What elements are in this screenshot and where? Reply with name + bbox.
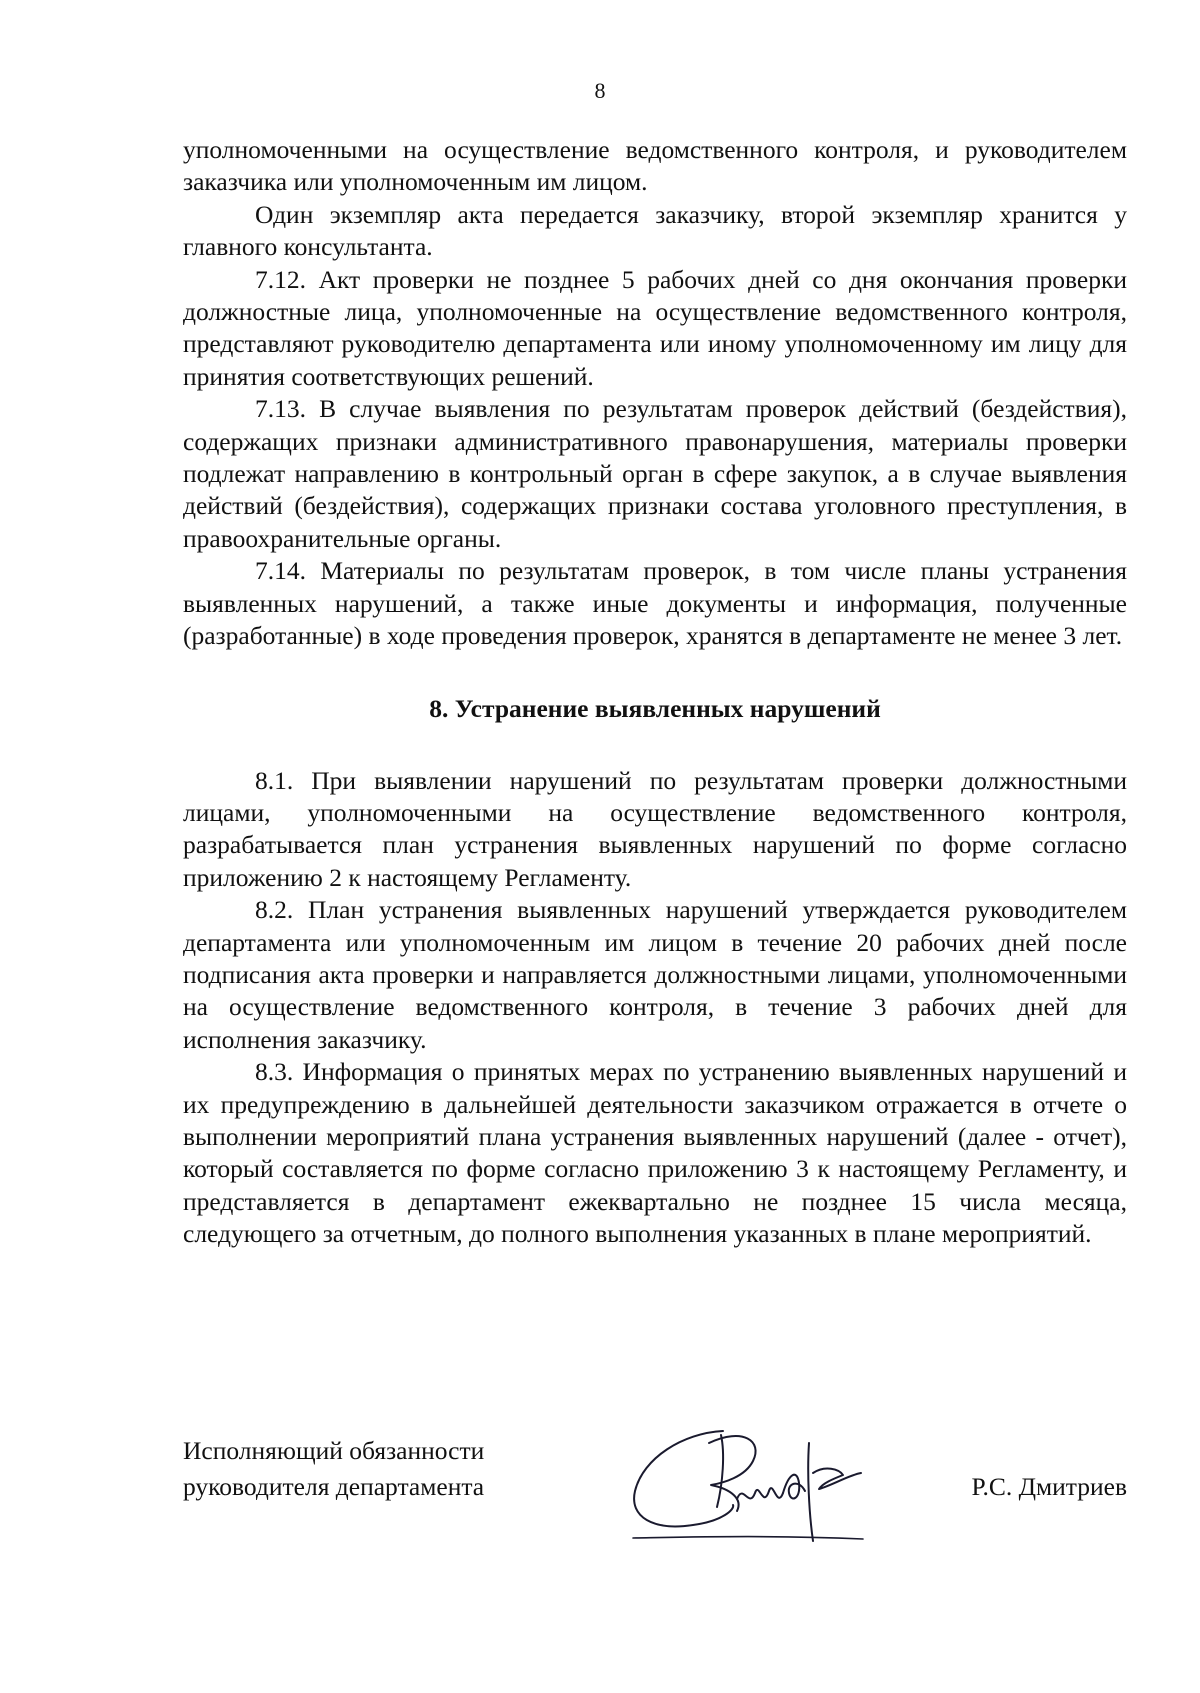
handwritten-signature-icon — [613, 1413, 883, 1558]
signer-position — [183, 1433, 484, 1505]
paragraph-act-copies: Один экземпляр акта передается заказчику, второй экземпляр хранится у главного консультанта. — [183, 199, 1127, 262]
paragraph-8-1: 8.1. При выявлении нарушений по результатам проверки должностными лицами, уполномоченными на осуществление ведомственного контроля, разрабатывается план устранения выявленных нарушений по форме согласно приложению 2 к настоящему Регламенту. — [183, 765, 1127, 892]
signer-position-line-1: Исполняющий обязанности — [183, 1436, 485, 1465]
paragraph-8-2: 8.2. План устранения выявленных нарушений утверждается руководителем департамента или уполномоченным им лицом в течение 20 рабочих дней после подписания акта проверки и направляется должностными лицами, уполномоченными на осуществление ведомственного контроля, в течение 3 рабочих дней для исполнения заказчику. — [183, 895, 1127, 1054]
signature-block — [183, 1433, 1127, 1563]
page-number: 8 — [594, 78, 606, 103]
paragraph-continuation: уполномоченными на осуществление ведомственного контроля, и руководителем заказчика или уполномоченным им лицом. — [183, 135, 1127, 197]
section-heading: 8. Устранение выявленных нарушений — [429, 693, 881, 723]
document-body — [183, 134, 1127, 1251]
paragraph-7-14: 7.14. Материалы по результатам проверок, в том числе планы устранения выявленных нарушений, а также иные документы и информация, полученные (разработанные) в ходе проведения проверок, хранятся в департаменте не менее 3 лет. — [183, 556, 1127, 651]
paragraph-7-13: 7.13. В случае выявления по результатам проверок действий (бездействия), содержащих признаки административного правонарушения, материалы проверки подлежат направлению в контрольный орган в сфере закупок, а в случае выявления действий (бездействия), содержащих признаки состава уголовного преступления, в правоохранительные органы. — [183, 394, 1127, 553]
paragraph-8-3: 8.3. Информация о принятых мерах по устранению выявленных нарушений и их предупреждению в дальнейшей деятельности заказчиком отражается в отчете о выполнении мероприятий плана устранения выявленных нарушений (далее - отчет), который составляется по форме согласно приложению 3 к настоящему Регламенту, и представляется в департамент ежеквартально не позднее 15 числа месяца, следующего за отчетным, до полного выполнения указанных в плане мероприятий. — [183, 1057, 1127, 1249]
paragraph-7-12: 7.12. Акт проверки не позднее 5 рабочих дней со дня окончания проверки должностные лица, уполномоченные на осуществление ведомственного контроля, представляют руководителю департамента или иному уполномоченному им лицу для принятия соответствующих решений. — [183, 264, 1127, 391]
signer-name: Р.С. Дмитриев — [971, 1472, 1127, 1501]
signer-position-line-2: руководителя департамента — [183, 1472, 485, 1501]
